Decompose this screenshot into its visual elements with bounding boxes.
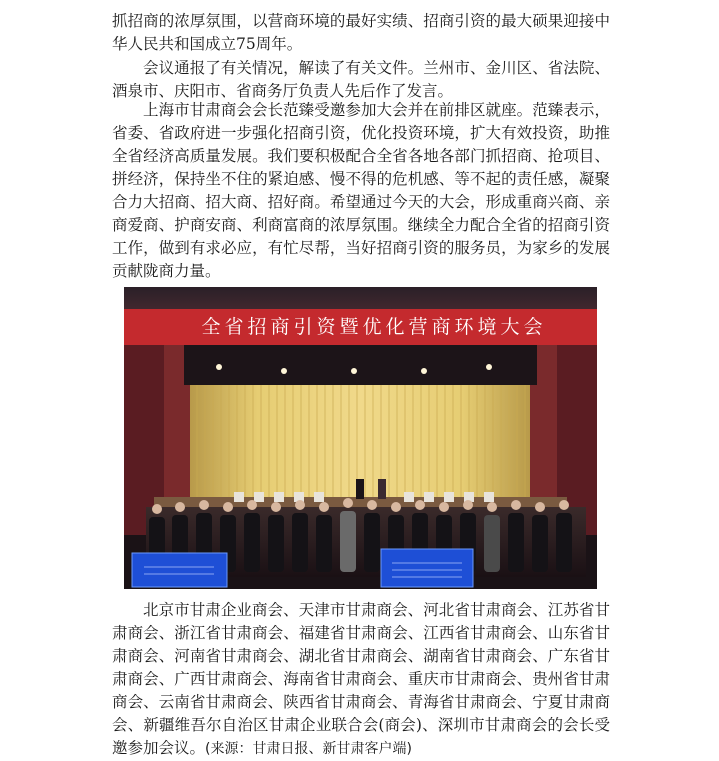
members-text: 北京市甘肃企业商会、天津市甘肃商会、河北省甘肃商会、江苏省甘肃商会、浙江省甘肃商会、福建省甘肃商会、江西省甘肃商会、山东省甘肃商会、河南省甘肃商会、湖北省甘肃商会、湖南省甘肃商会、广东省甘肃商会、广西甘肃商会、海南省甘肃商会、重庆市甘肃商会、贵州省甘肃商会、云南省甘肃商会、陕西省甘肃商会、青海省甘肃商会、宁夏甘肃商会、新疆维吾尔自治区甘肃企业联合会(商会)、深圳市甘肃商会的会长受邀参加会议。 bbox=[112, 601, 610, 757]
blue-screen-right bbox=[381, 549, 473, 587]
paragraph-attending-chambers bbox=[112, 599, 610, 761]
conference-photo bbox=[124, 287, 597, 589]
blue-screen-left bbox=[132, 553, 227, 587]
source-note: (来源：甘肃日报、新甘肃客户端) bbox=[205, 741, 412, 757]
banner-text: 全省招商引资暨优化营商环境大会 bbox=[201, 316, 547, 338]
paragraph-intro-continuation: 抓招商的浓厚氛围，以营商环境的最好实绩、招商引资的最大硕果迎接中华人民共和国成立75周年。 bbox=[112, 12, 610, 53]
paragraph-fanzhen-remarks: 上海市甘肃商会会长范臻受邀参加大会并在前排区就座。范臻表示，省委、省政府进一步强化招商引资，优化投资环境，扩大有效投资，助推全省经济高质量发展。我们要积极配合全省各地各部门抓招商、抢项目、拼经济，保持坐不住的紧迫感、慢不得的危机感、等不起的责任感，凝聚合力大招商、招大商、招好商。希望通过今天的大会，形成重商兴商、亲商爱商、护商安商、利商富商的浓厚氛围。继续全力配合全省的招商引资工作，做到有求必应，有忙尽帮，当好招商引资的服务员，为家乡的发展贡献陇商力量。 bbox=[112, 101, 610, 280]
paragraph-meeting-report: 会议通报了有关情况，解读了有关文件。兰州市、金川区、省法院、酒泉市、庆阳市、省商务厅负责人先后作了发言。 bbox=[112, 59, 610, 100]
